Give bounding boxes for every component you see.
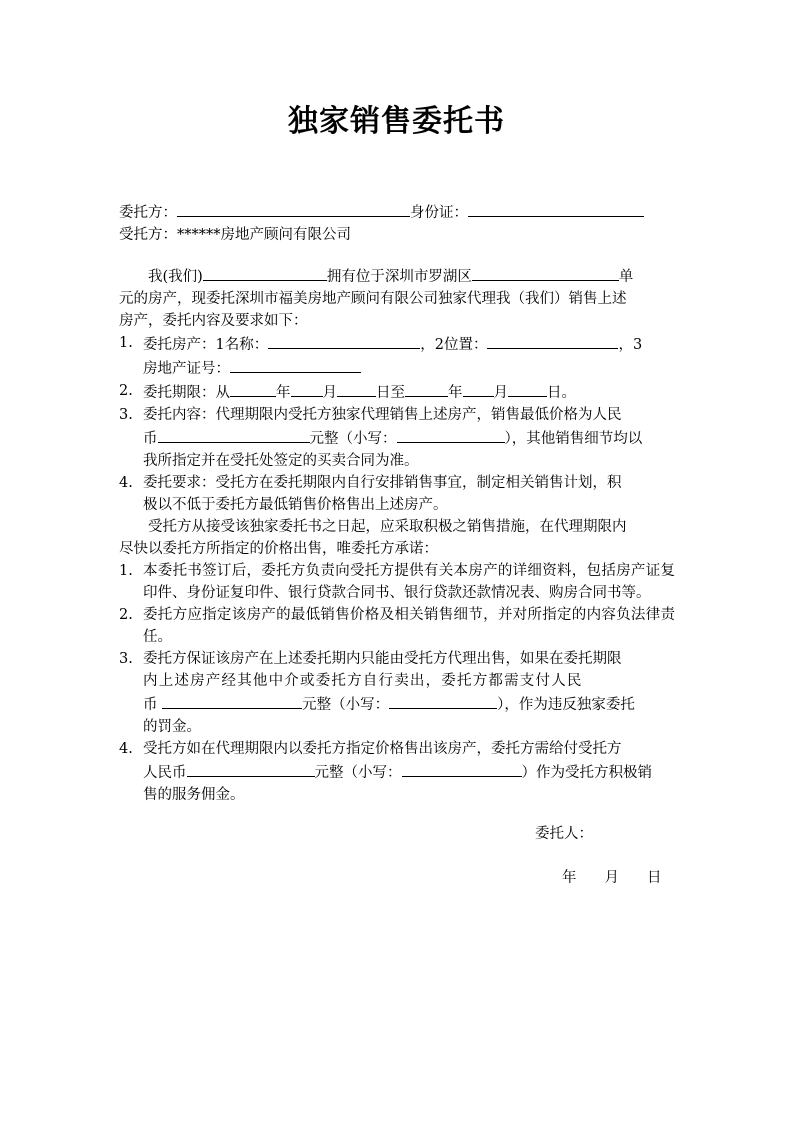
year-text: 年 [276,385,291,401]
agent-line: 受托方：******房地产顾问有限公司 [119,227,351,243]
promise-3-line-2: 内上述房产经其他中介或委托方自行卖出，委托方都需支付人民 [143,673,583,689]
promise-4-line-2-end: ）作为受托方积极销 [521,765,652,781]
promise-3-line-4: 的罚金。 [143,719,201,735]
property-location-label: ，2位置： [420,337,488,353]
penalty-words-blank[interactable] [162,692,302,709]
date-month: 月 [604,870,619,886]
promise-3-line-1: 委托方保证该房产在上述委托期内只能由受托方代理出售，如果在委托期限 [143,651,622,667]
start-month-blank[interactable] [291,380,323,397]
promise-4-line-3: 售的服务佣金。 [143,787,245,803]
period-label: 委托期限：从 [143,385,230,401]
intro-line-2: 元的房产，现委托深圳市福美房地产顾问有限公司独家代理我（我们）销售上述 [119,291,627,307]
signature-date [562,866,662,887]
item-number: 1. [119,335,133,351]
yuan-text: 元整（小写： [302,697,390,713]
property-location-blank[interactable] [487,332,618,349]
currency-text: 币 [143,697,158,713]
entrust-item-4 [119,472,675,516]
item-number: 2. [119,607,133,623]
yuan-text: 元整（小写： [314,765,402,781]
day-to-text: 日至 [376,385,405,401]
month-text: 月 [322,385,337,401]
item-3-line-3: 我所指定并在受托处签定的买卖合同为准。 [143,453,419,469]
min-price-number-blank[interactable] [397,426,505,443]
property-cert-blank[interactable] [230,356,361,373]
unit-address-blank[interactable] [472,264,619,281]
intro-line-3: 房产，委托内容及要求如下： [119,313,308,329]
item-3-line-2-end: ），其他销售细节均以 [504,431,643,447]
item-number: 3. [119,651,133,667]
promise-3-line-3-end: ），作为违反独家委托 [497,697,635,713]
intro-owner-label: 我(我们) [148,269,203,285]
intro-location-text: 拥有位于深圳市罗湖区 [326,269,472,285]
start-year-blank[interactable] [230,380,276,397]
id-label: 身份证： [410,205,468,221]
intro-line-1 [119,264,675,288]
promise-4-line-1: 受托方如在代理期限内以委托方指定价格售出该房产，委托方需给付受托方 [143,741,622,757]
principal-label: 委托方： [119,205,177,221]
promise-2-text: 委托方应指定该房产的最低销售价格及相关销售细节，并对所指定的内容负法律责任。 [143,607,675,645]
owner-name-blank[interactable] [203,264,327,281]
entrust-item-2 [119,380,675,404]
start-day-blank[interactable] [337,380,376,397]
promise-item-4 [119,738,675,806]
item-number: 3. [119,407,133,423]
entrust-item-3 [119,404,675,472]
promise-item-1 [119,560,675,604]
id-number-blank[interactable] [468,200,644,217]
year-text: 年 [448,385,463,401]
property-name-label: 委托房产：1名称： [143,337,269,353]
commission-words-blank[interactable] [187,760,315,777]
property-cert-label: 房地产证号： [143,361,230,377]
item-4-line-2: 极以不低于委托方最低销售价格售出上述房产。 [143,497,448,513]
item-number: 4. [119,741,133,757]
date-day: 日 [647,870,662,886]
entrust-item-1 [119,332,675,380]
principal-name-blank[interactable] [177,200,410,217]
item-4-line-1: 委托要求：受托方在委托期限内自行安排销售事宜，制定相关销售计划，积 [143,475,622,491]
penalty-number-blank[interactable] [389,692,497,709]
yuan-text: 元整（小写： [309,431,397,447]
commitment-line-1 [119,516,675,538]
commitment-text-1: 受托方从接受该独家委托书之日起，应采取积极之销售措施，在代理期限内 [148,519,627,535]
end-month-blank[interactable] [463,380,494,397]
property-name-blank[interactable] [268,332,420,349]
item-number: 1. [119,563,133,579]
item-3-line-1: 委托内容：代理期限内受托方独家代理销售上述房产，销售最低价格为人民 [143,407,622,423]
min-price-words-blank[interactable] [158,426,310,443]
day-end-text: 日。 [547,385,576,401]
document-body [119,200,675,806]
date-year: 年 [562,870,577,886]
currency-text: 币 [143,431,158,447]
signature-label: 委托人： [535,826,593,842]
promise-item-3 [119,648,675,738]
item-number: 4. [119,475,133,491]
principal-line [119,200,675,224]
promise-item-2 [119,604,675,648]
commission-number-blank[interactable] [402,760,522,777]
currency-text: 人民币 [143,765,187,781]
commitment-line-2: 尽快以委托方所指定的价格出售，唯委托方承诺： [119,541,438,557]
document-title: 独家销售委托书 [288,104,505,139]
end-year-blank[interactable] [405,380,448,397]
item-number: 2. [119,383,133,399]
month-text: 月 [493,385,508,401]
property-cert-index: ，3 [618,337,643,353]
promise-1-text: 本委托书签订后，委托方负责向受托方提供有关本房产的详细资料，包括房产证复印件、身份证复印件、银行贷款合同书、银行贷款还款情况表、购房合同书等。 [143,563,675,601]
end-day-blank[interactable] [508,380,547,397]
intro-unit-text: 单 [618,269,634,285]
